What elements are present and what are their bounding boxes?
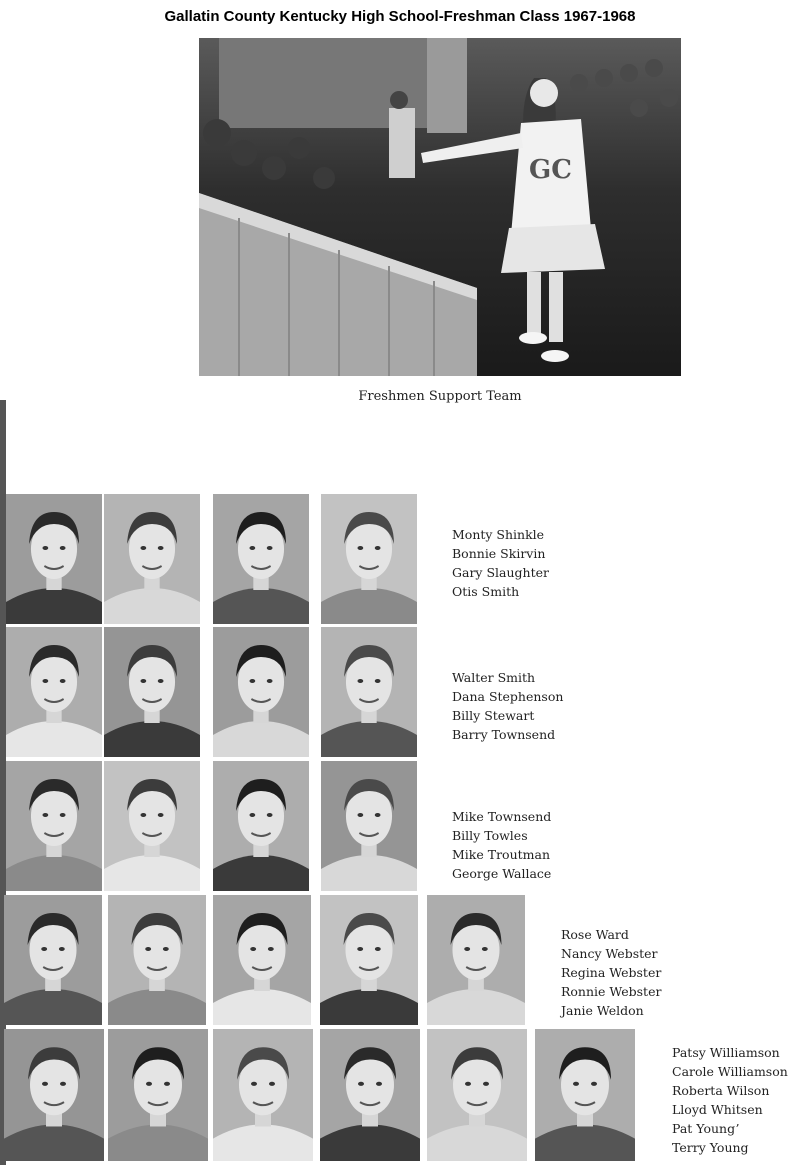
student-portrait: [535, 1029, 635, 1161]
student-name: Pat Youngʼ: [672, 1121, 740, 1136]
student-name: Rose Ward: [561, 927, 629, 942]
student-portrait: [427, 1029, 527, 1161]
student-portrait: [6, 627, 102, 757]
student-name: Billy Stewart: [452, 708, 535, 723]
student-portrait: [108, 895, 206, 1025]
sweater-letters: GC: [529, 155, 572, 185]
student-name: Bonnie Skirvin: [452, 546, 546, 561]
student-name: Mike Townsend: [452, 809, 552, 824]
student-portrait: [320, 1029, 420, 1161]
student-name: George Wallace: [452, 866, 552, 881]
student-name: Dana Stephenson: [452, 689, 564, 704]
student-name: Terry Young: [672, 1140, 749, 1155]
student-name-list: [672, 1043, 788, 1157]
student-portrait: [4, 895, 102, 1025]
student-portrait: [104, 627, 200, 757]
student-name-list: [452, 807, 551, 883]
student-portrait: [321, 494, 417, 624]
student-name: Monty Shinkle: [452, 527, 545, 542]
student-portrait: [104, 494, 200, 624]
student-portrait: [213, 895, 311, 1025]
student-portrait: [4, 1029, 104, 1161]
student-portrait: [213, 494, 309, 624]
student-portrait: [213, 761, 309, 891]
student-name: Nancy Webster: [561, 946, 658, 961]
student-portrait: [213, 1029, 313, 1161]
student-name-list: [452, 668, 563, 744]
student-name: Lloyd Whitsen: [672, 1102, 763, 1117]
student-portrait: [427, 895, 525, 1025]
student-name: Regina Webster: [561, 965, 662, 980]
student-portrait: [104, 761, 200, 891]
student-name: Janie Weldon: [561, 1003, 644, 1018]
student-name: Roberta Wilson: [672, 1083, 770, 1098]
student-portrait: [6, 494, 102, 624]
student-name: Carole Williamson: [672, 1064, 788, 1079]
student-name: Otis Smith: [452, 584, 520, 599]
student-name: Walter Smith: [452, 670, 536, 685]
student-portrait: [321, 627, 417, 757]
student-portrait: [321, 761, 417, 891]
student-name: Barry Townsend: [452, 727, 556, 742]
student-name-list: [561, 925, 661, 1020]
cheerleader-photo: [199, 38, 681, 376]
student-name: Billy Towles: [452, 828, 528, 843]
student-portrait: [213, 627, 309, 757]
student-name: Ronnie Webster: [561, 984, 662, 999]
student-name: Patsy Williamson: [672, 1045, 780, 1060]
page-title: Gallatin County Kentucky High School-Freshman Class 1967-1968: [164, 8, 636, 25]
student-name: Mike Troutman: [452, 847, 551, 862]
student-name-list: [452, 525, 549, 601]
student-name: Gary Slaughter: [452, 565, 549, 580]
student-portrait: [6, 761, 102, 891]
photo-caption: Freshmen Support Team: [358, 389, 522, 404]
student-portrait: [320, 895, 418, 1025]
student-portrait: [108, 1029, 208, 1161]
